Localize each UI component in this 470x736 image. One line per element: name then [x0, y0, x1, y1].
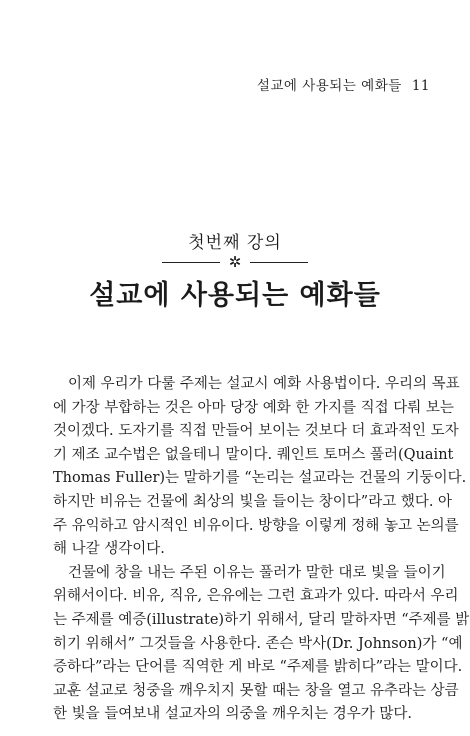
text-line: 이제 우리가 다룰 주제는 설교시 예화 사용법이다. 우리의 목표: [68, 376, 460, 392]
chapter-title: 설교에 사용되는 예화들: [89, 280, 381, 311]
paragraph-2: [53, 562, 470, 727]
text-line: 기 제조 교수법은 없을테니 말이다. 퀘인트 토머스 풀러(Quaint: [53, 446, 454, 463]
body-text: [53, 373, 470, 727]
text-line: 하지만 비유는 건물에 최상의 빛을 들이는 창이다”라고 했다. 아: [53, 493, 453, 510]
text-line: Thomas Fuller)는 말하기를 “논리는 설교라는 건물의 기둥이다.: [53, 470, 467, 487]
text-line: 건물에 창을 내는 주된 이유는 풀러가 말한 대로 빛을 들이기: [68, 564, 446, 581]
divider-line-left: [162, 262, 220, 263]
text-line: 것이겠다. 도자기를 직접 만들어 보이는 것보다 더 효과적인 도자: [53, 423, 459, 440]
text-line: 주 유익하고 암시적인 비유이다. 방향을 이렇게 정해 놓고 논의를: [53, 517, 459, 534]
text-line: 는 주제를 예증(illustrate)하기 위해서, 달리 말하자면 “주제를 밝: [53, 611, 470, 628]
ornament-divider: [162, 253, 308, 271]
text-line: 한 빛을 들여보내 설교자의 의중을 깨우치는 경우가 많다.: [53, 706, 413, 723]
paragraph-1: [53, 373, 467, 562]
flower-ornament-icon: ✲: [228, 253, 242, 271]
divider-line-right: [250, 262, 308, 263]
text-line: 증하다”라는 단어를 직역한 게 바로 “주제를 밝히다”라는 말이다.: [53, 659, 463, 676]
text-line: 에 가장 부합하는 것은 아마 당장 예화 한 가지를 직접 다뤄 보는: [53, 399, 454, 416]
running-header: [257, 74, 430, 94]
page-number: 11: [411, 78, 430, 94]
text-line: 히기 위해서” 그것들을 사용한다. 존슨 박사(Dr. Johnson)가 “예: [53, 635, 463, 652]
text-line: 해 나갈 생각이다.: [53, 541, 165, 558]
running-header-title: 설교에 사용되는 예화들: [256, 78, 402, 94]
text-line: 교훈 설교로 청중을 깨우치지 못할 때는 창을 열고 유추라는 상큼: [53, 682, 459, 699]
text-line: 위해서이다. 비유, 직유, 은유에는 그런 효과가 있다. 따라서 우리: [53, 588, 459, 605]
lecture-label: 첫번째 강의: [188, 233, 282, 253]
